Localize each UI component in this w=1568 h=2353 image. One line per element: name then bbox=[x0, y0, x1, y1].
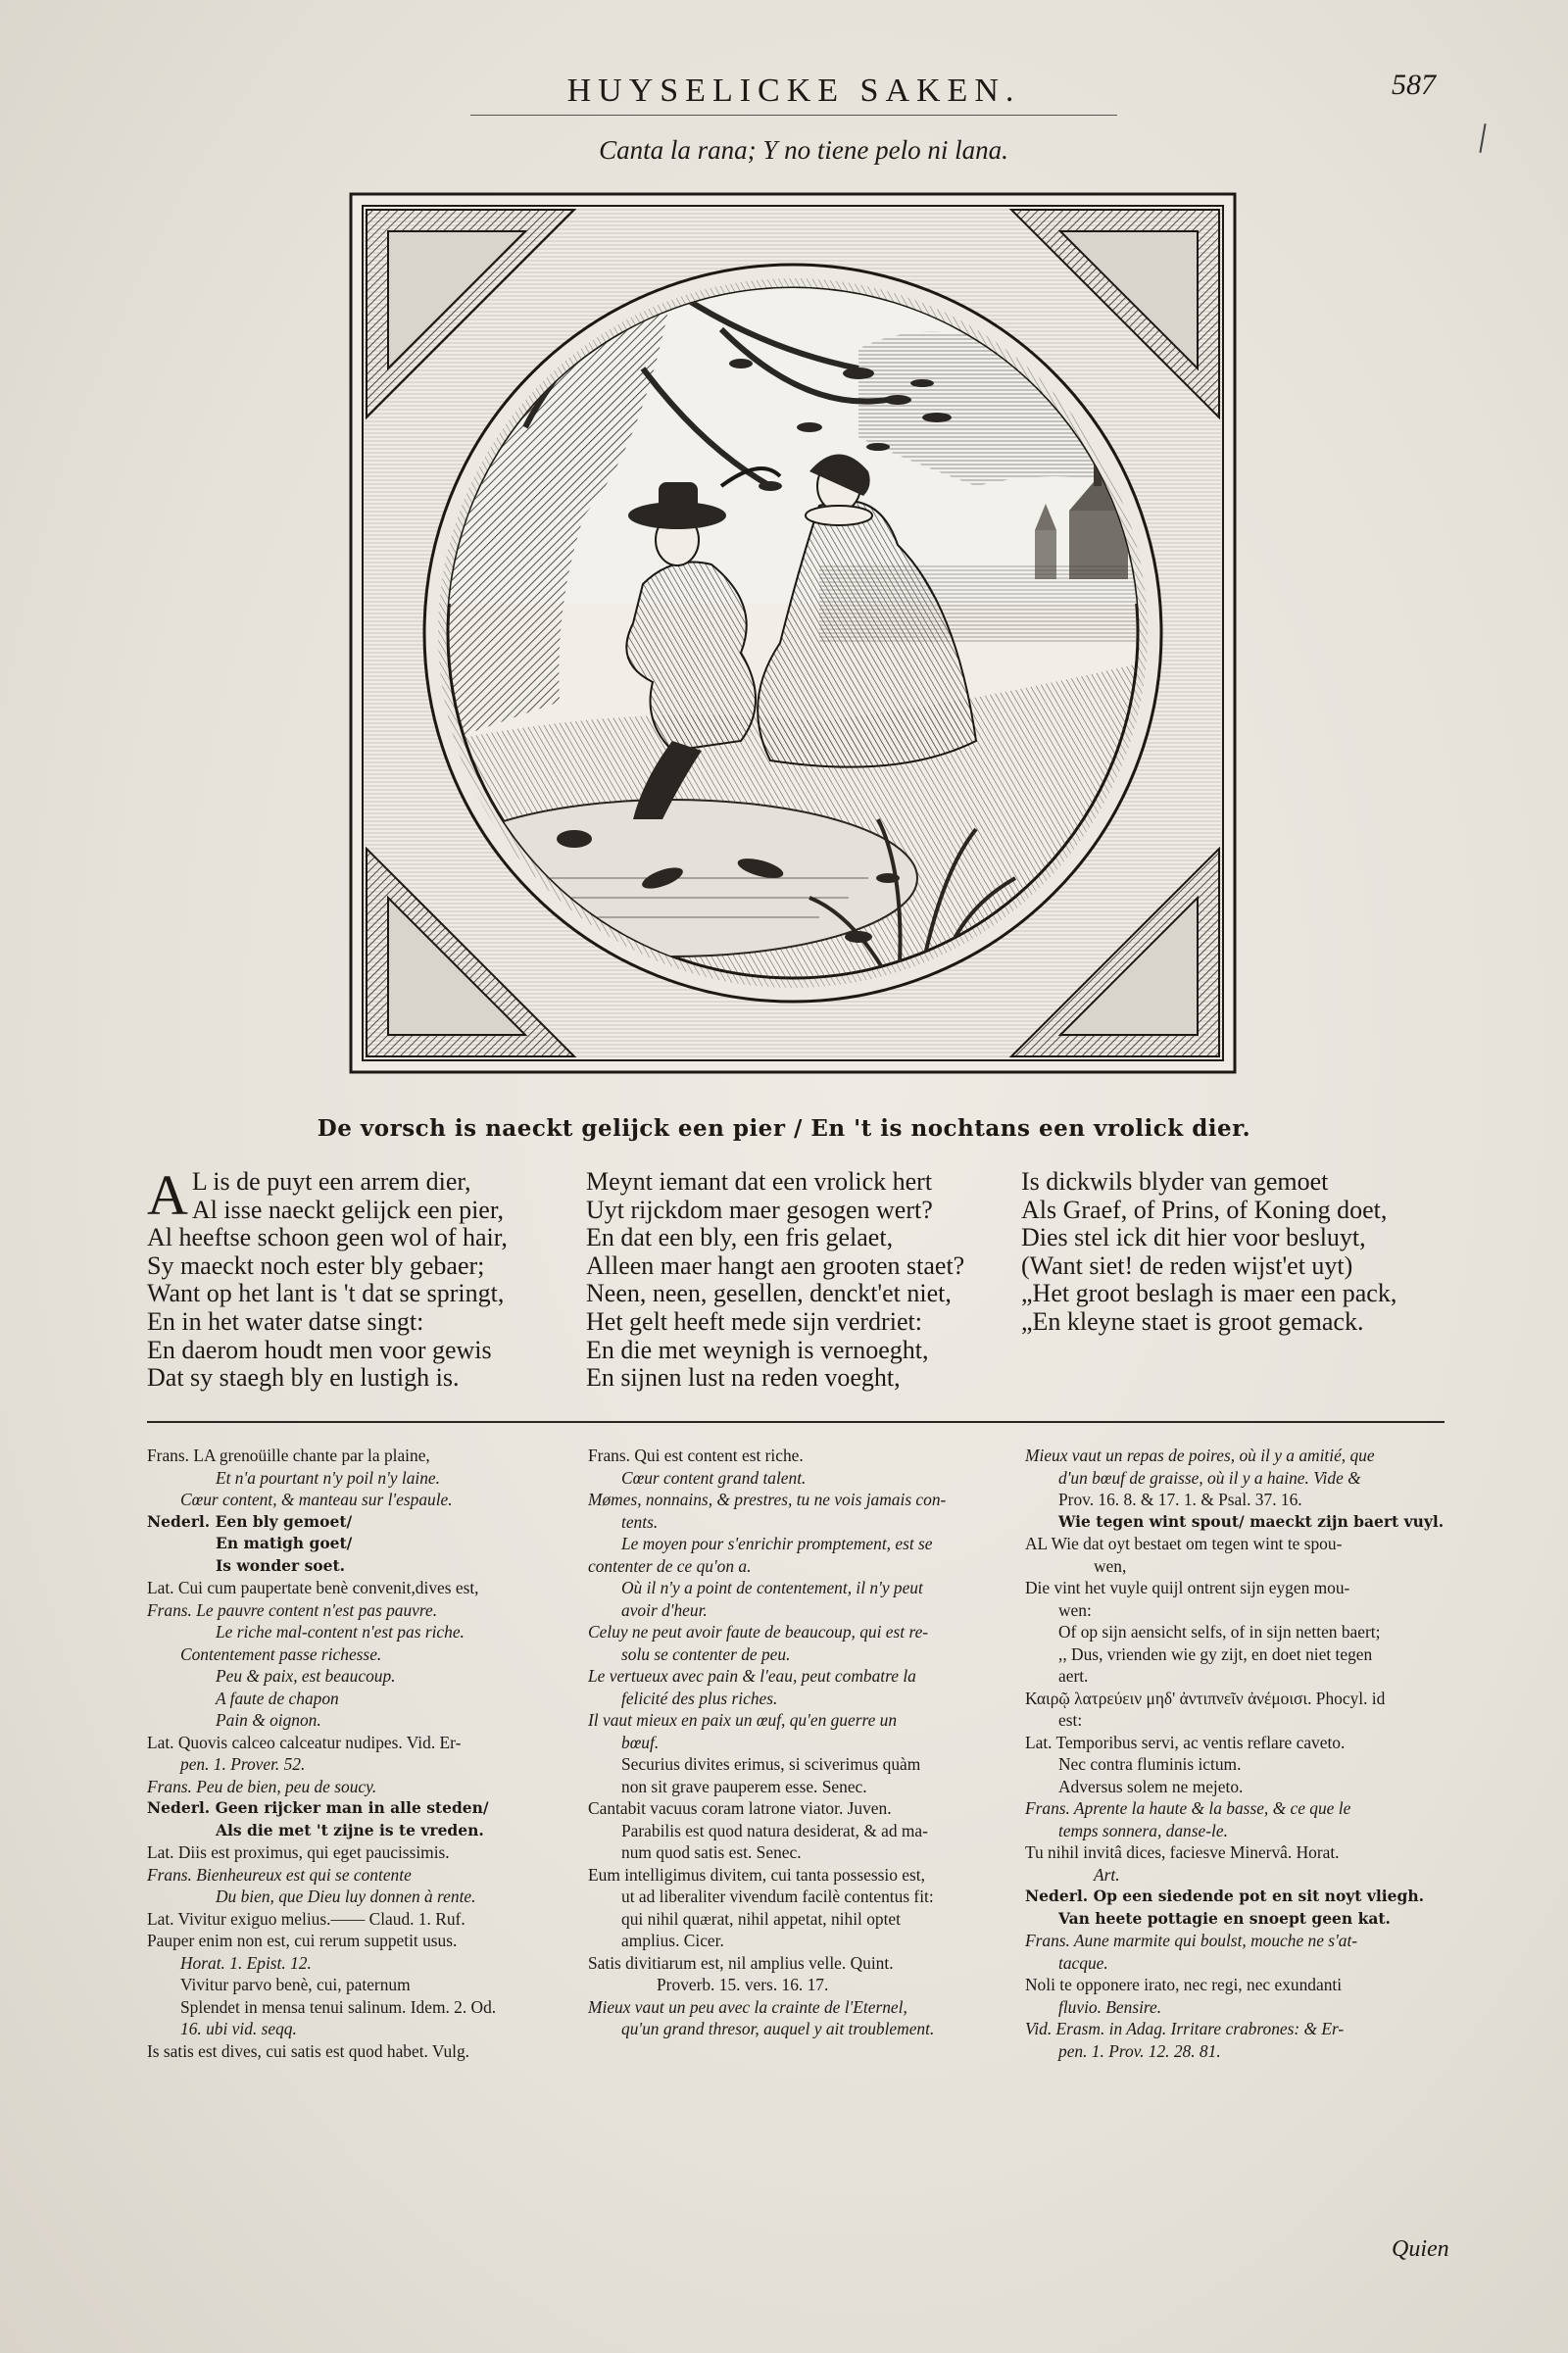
note-line: Satis divitiarum est, nil amplius velle. Quint. bbox=[588, 1952, 894, 1973]
poem-line: En die met weynigh is vernoeght, bbox=[586, 1335, 929, 1364]
note-line: Celuy ne peut avoir faute de beaucoup, qui est re- bbox=[588, 1622, 929, 1642]
note-line: Is satis est dives, cui satis est quod habet. Vulg. bbox=[147, 2040, 470, 2061]
note-line: est: bbox=[1058, 1710, 1083, 1730]
note-line: Lat. Quovis calceo calceatur nudipes. Vid. Er- bbox=[147, 1732, 462, 1752]
note-line: Mieux vaut un peu avec la crainte de l'Eternel, bbox=[588, 1996, 907, 2017]
poem-line: En dat een bly, een fris gelaet, bbox=[586, 1223, 894, 1252]
note-line: Securius divites erimus, si sciverimus quàm bbox=[621, 1754, 921, 1774]
note-line: Frans. Peu de bien, peu de soucy. bbox=[147, 1776, 377, 1796]
note-line: Eum intelligimus divitem, cui tanta possessio est, bbox=[588, 1864, 925, 1885]
note-line: Frans. Bienheureux est qui se contente bbox=[147, 1864, 412, 1885]
page-number: 587 bbox=[1392, 69, 1436, 101]
note-line: Pain & oignon. bbox=[216, 1710, 321, 1730]
note-line: Proverb. 15. vers. 16. 17. bbox=[657, 1975, 829, 1994]
note-line: Et n'a pourtant n'y poil n'y laine. bbox=[216, 1467, 440, 1488]
note-line: Splendet in mensa tenui salinum. Idem. 2. Od. bbox=[180, 1996, 497, 2017]
note-line: Où il n'y a point de contentement, il n'y peut bbox=[621, 1578, 923, 1597]
note-line: Horat. 1. Epist. 12. bbox=[180, 1952, 312, 1973]
note-line: Wie tegen wint spout/ maeckt zijn baert vuyl. bbox=[1058, 1511, 1445, 1531]
note-line: Cœur content, & manteau sur l'espaule. bbox=[180, 1490, 453, 1509]
catchword: Quien bbox=[1392, 2236, 1449, 2262]
note-line: wen: bbox=[1058, 1599, 1092, 1620]
note-line: Mieux vaut un repas de poires, où il y a amitié, que bbox=[1025, 1446, 1375, 1465]
note-line: 16. ubi vid. seqq. bbox=[180, 2019, 297, 2038]
note-line: d'un bœuf de graisse, où il y a haine. Vide & bbox=[1058, 1467, 1361, 1488]
note-line: Adversus solem ne mejeto. bbox=[1058, 1776, 1244, 1796]
note-line: Van heete pottagie en snoept geen kat. bbox=[1058, 1908, 1391, 1928]
note-line: fluvio. Bensire. bbox=[1058, 1996, 1162, 2017]
poem-line: Als Graef, of Prins, of Koning doet, bbox=[1021, 1195, 1388, 1224]
note-line: Le moyen pour s'enrichir promptement, est se bbox=[621, 1534, 933, 1553]
note-line: wen, bbox=[1094, 1555, 1127, 1576]
note-line: Cantabit vacuus coram latrone viator. Juven. bbox=[588, 1798, 892, 1818]
note-line: Tu nihil invitâ dices, faciesve Minervâ. Horat. bbox=[1025, 1842, 1340, 1862]
poem-column-3 bbox=[1021, 1168, 1472, 1337]
poem-line: L is de puyt een arrem dier, bbox=[191, 1167, 471, 1196]
poem-line: Al heeftse schoon geen wol of hair, bbox=[147, 1223, 508, 1252]
note-line: qu'un grand thresor, auquel y ait troublement. bbox=[621, 2019, 935, 2038]
note-line: Frans. Le pauvre content n'est pas pauvre. bbox=[147, 1599, 438, 1620]
note-line: Prov. 16. 8. & 17. 1. & Psal. 37. 16. bbox=[1058, 1490, 1302, 1509]
ink-mark bbox=[1479, 123, 1486, 153]
drop-cap: A bbox=[147, 1163, 188, 1227]
notes-column-1 bbox=[147, 1445, 578, 2062]
note-line: non sit grave pauperem esse. Senec. bbox=[621, 1776, 867, 1796]
note-line: Als die met 't zijne is te vreden. bbox=[216, 1820, 484, 1839]
poem-line: Want op het lant is 't dat se springt, bbox=[147, 1279, 505, 1308]
poem-column-1 bbox=[147, 1163, 578, 1393]
note-line: pen. 1. Prov. 12. 28. 81. bbox=[1058, 2040, 1221, 2061]
poem-line: Meynt iemant dat een vrolick hert bbox=[586, 1167, 933, 1196]
note-line: avoir d'heur. bbox=[621, 1599, 708, 1620]
note-line: Die vint het vuyle quijl ontrent sijn eygen mou- bbox=[1025, 1578, 1350, 1597]
poem-column-2 bbox=[586, 1168, 1017, 1393]
note-line: Καιρῷ λατρεύειν μηδ' ἀντιπνεῖν ἀνέμοισι. Phocyl. id bbox=[1025, 1688, 1386, 1708]
engraving-illustration bbox=[349, 192, 1237, 1074]
note-line: Peu & paix, est beaucoup. bbox=[216, 1666, 396, 1686]
note-line: Lat. Temporibus servi, ac ventis reflare caveto. bbox=[1025, 1732, 1346, 1752]
poem-line: En sijnen lust na reden voeght, bbox=[586, 1363, 901, 1393]
note-line: Nederl. Een bly gemoet/ bbox=[147, 1511, 353, 1531]
note-line: Is wonder soet. bbox=[216, 1555, 346, 1575]
note-line: Contentement passe richesse. bbox=[180, 1643, 382, 1664]
poem-line: Uyt rijckdom maer gesogen wert? bbox=[586, 1195, 933, 1224]
note-line: tacque. bbox=[1058, 1952, 1108, 1973]
note-line: amplius. Cicer. bbox=[621, 1931, 724, 1950]
note-line: num quod satis est. Senec. bbox=[621, 1842, 802, 1862]
poem-line: Dat sy staegh bly en lustigh is. bbox=[147, 1363, 460, 1393]
poem-line: En in het water datse singt: bbox=[147, 1306, 424, 1336]
note-line: solu se contenter de peu. bbox=[621, 1643, 791, 1664]
note-line: Frans. Qui est content est riche. bbox=[588, 1446, 804, 1465]
note-line: Nec contra fluminis ictum. bbox=[1058, 1754, 1242, 1774]
note-line: Art. bbox=[1094, 1864, 1120, 1885]
note-line: Le vertueux avec pain & l'eau, peut combatre la bbox=[588, 1666, 916, 1686]
note-line: tents. bbox=[621, 1511, 659, 1532]
note-line: Mømes, nonnains, & prestres, tu ne vois jamais con- bbox=[588, 1490, 947, 1509]
note-line: temps sonnera, danse-le. bbox=[1058, 1820, 1228, 1840]
note-line: bœuf. bbox=[621, 1732, 660, 1752]
motto: Canta la rana; Y no tiene pelo ni lana. bbox=[599, 135, 1008, 165]
running-title: HUYSELICKE SAKEN. bbox=[470, 73, 1117, 110]
poem-line: (Want siet! de reden wijst'et uyt) bbox=[1021, 1250, 1353, 1280]
section-divider bbox=[147, 1421, 1445, 1423]
notes-column-2 bbox=[588, 1445, 1009, 2040]
note-line: aert. bbox=[1058, 1666, 1089, 1686]
note-line: Du bien, que Dieu luy donnen à rente. bbox=[216, 1887, 476, 1906]
note-line: ,, Dus, vrienden wie gy zijt, en doet niet tegen bbox=[1058, 1643, 1373, 1664]
note-line: felicité des plus riches. bbox=[621, 1688, 778, 1708]
note-line: Nederl. Op een siedende pot en sit noyt vliegh. bbox=[1025, 1887, 1424, 1905]
note-line: Il vaut mieux en paix un œuf, qu'en guerre un bbox=[588, 1710, 898, 1730]
note-line: qui nihil quærat, nihil appetat, nihil optet bbox=[621, 1908, 901, 1929]
engraving-caption: De vorsch is naeckt gelijck een pier / En 't is nochtans een vrolick dier. bbox=[317, 1115, 1251, 1142]
poem-line: Is dickwils blyder van gemoet bbox=[1021, 1167, 1329, 1196]
poem-line: Al isse naeckt gelijck een pier, bbox=[191, 1195, 504, 1224]
note-line: Vivitur parvo benè, cui, paternum bbox=[180, 1975, 411, 1994]
notes-column-3 bbox=[1025, 1445, 1456, 2062]
note-line: Frans. Aune marmite qui boulst, mouche ne s'at- bbox=[1025, 1931, 1358, 1950]
note-line: Noli te opponere irato, nec regi, nec exundanti bbox=[1025, 1975, 1343, 1994]
poem-line: Alleen maer hangt aen grooten staet? bbox=[586, 1250, 965, 1280]
poem-line: „Het groot beslagh is maer een pack, bbox=[1021, 1279, 1397, 1308]
note-line: Pauper enim non est, cui rerum suppetit usus. bbox=[147, 1931, 458, 1950]
note-line: Cœur content grand talent. bbox=[621, 1467, 807, 1488]
note-line: ut ad liberaliter vivendum facilè contentus fit: bbox=[621, 1887, 934, 1906]
note-line: contenter de ce qu'on a. bbox=[588, 1555, 752, 1576]
note-line: Nederl. Geen rijcker man in alle steden/ bbox=[147, 1798, 489, 1817]
note-line: Of op sijn aensicht selfs, of in sijn netten baert; bbox=[1058, 1622, 1381, 1642]
poem-line: Dies stel ick dit hier voor besluyt, bbox=[1021, 1223, 1366, 1252]
poem-line: Sy maeckt noch ester bly gebaer; bbox=[147, 1250, 485, 1280]
poem-line: Het gelt heeft mede sijn verdriet: bbox=[586, 1306, 922, 1336]
note-line: Frans. LA grenoüille chante par la plaine, bbox=[147, 1446, 430, 1465]
note-line: Vid. Erasm. in Adag. Irritare crabrones: & Er- bbox=[1025, 2019, 1345, 2038]
note-line: AL Wie dat oyt bestaet om tegen wint te spou- bbox=[1025, 1534, 1343, 1553]
note-line: A faute de chapon bbox=[216, 1688, 339, 1708]
poem-line: Neen, neen, gesellen, denckt'et niet, bbox=[586, 1279, 952, 1308]
note-line: pen. 1. Prover. 52. bbox=[180, 1754, 306, 1774]
note-line: Lat. Diis est proximus, qui eget paucissimis. bbox=[147, 1842, 450, 1862]
note-line: Lat. Vivitur exiguo melius.—— Claud. 1. Ruf. bbox=[147, 1908, 466, 1929]
note-line: Lat. Cui cum paupertate benè convenit,dives est, bbox=[147, 1578, 479, 1597]
note-line: Frans. Aprente la haute & la basse, & ce que le bbox=[1025, 1798, 1351, 1818]
poem-line: En daerom houdt men voor gewis bbox=[147, 1335, 492, 1364]
note-line: Parabilis est quod natura desiderat, & ad ma- bbox=[621, 1820, 928, 1840]
note-line: Le riche mal-content n'est pas riche. bbox=[216, 1622, 465, 1642]
poem-line: „En kleyne staet is groot gemack. bbox=[1021, 1306, 1364, 1336]
note-line: En matigh goet/ bbox=[216, 1534, 353, 1552]
